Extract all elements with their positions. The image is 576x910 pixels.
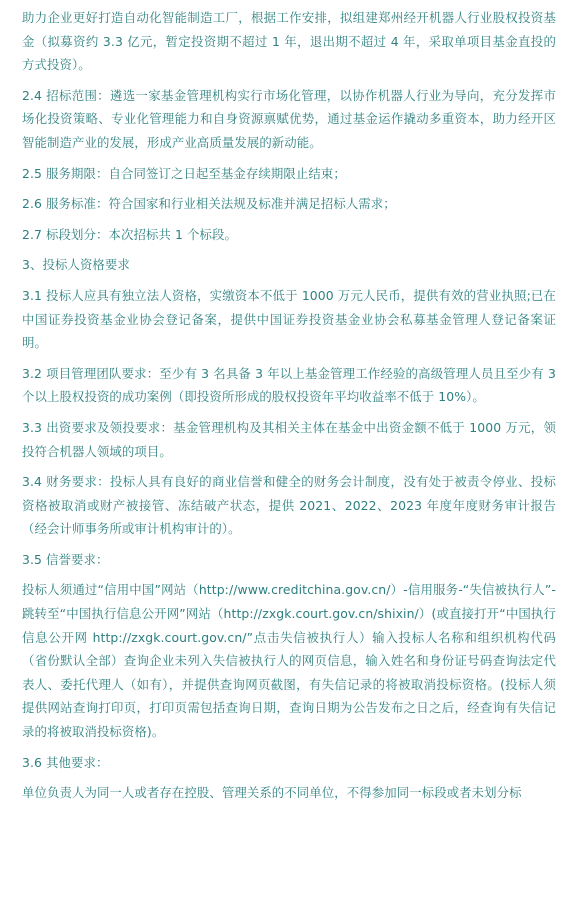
paragraph-fund-intro: 助力企业更好打造自动化智能制造工厂，根据工作安排，拟组建郑州经开机器人行业股权投资基金（拟募资约 3.3 亿元，暂定投资期不超过 1 年，退出期不超过 4 年，采取单项目基金直投的方式投资）。: [22, 10, 556, 73]
paragraph-team-requirement: 3.2 项目管理团队要求：至少有 3 名具备 3 年以上基金管理工作经验的高级管理人员且至少有 3 个以上股权投资的成功案例（即投资所形成的股权投资年平均收益率不低于 10%）。: [22, 365, 556, 405]
paragraph-bid-scope: 2.4 招标范围：遴选一家基金管理机构实行市场化管理，以协作机器人行业为导向，充分发挥市场化投资策略、专业化管理能力和自身资源禀赋优势，通过基金运作撬动多重资本，助力经开区智能制造产业的发展，形成产业高质量发展的新动能。: [22, 87, 556, 150]
subheading-other-requirements: 3.6 其他要求：: [22, 754, 109, 770]
paragraph-related-entities: 单位负责人为同一人或者存在控股、管理关系的不同单位，不得参加同一标段或者未划分标: [22, 785, 522, 801]
paragraph-lot-division: 2.7 标段划分：本次招标共 1 个标段。: [22, 226, 237, 242]
subheading-credit-requirement: 3.5 信誉要求：: [22, 551, 109, 567]
paragraph-service-period: 2.5 服务期限：自合同签订之日起至基金存续期限止结束；: [22, 165, 346, 181]
paragraph-service-standard: 2.6 服务标准：符合国家和行业相关法规及标准并满足招标人需求；: [22, 196, 396, 212]
paragraph-financial-requirement: 3.4 财务要求：投标人具有良好的商业信誉和健全的财务会计制度，没有处于被责令停业、投标资格被取消或财产被接管、冻结破产状态，提供 2021、2022、2023 年度年度财务审计报告（经会计师事务所或审计机构审计的）。: [22, 474, 556, 537]
paragraph-capital-requirement: 3.3 出资要求及领投要求：基金管理机构及其相关主体在基金中出资金额不低于 1000 万元，领投符合机器人领域的项目。: [22, 419, 556, 459]
paragraph-legal-entity: 3.1 投标人应具有独立法人资格，实缴资本不低于 1000 万元人民币，提供有效的营业执照;已在中国证券投资基金业协会登记备案，提供中国证券投资基金业协会私募基金管理人登记备案证明。: [22, 287, 556, 351]
paragraph-credit-check: 投标人须通过“信用中国”网站（http://www.creditchina.gov.cn/）-信用服务-“失信被执行人”-跳转至“中国执行信息公开网”网站（http://zxgk.court.gov.cn/shixin/）(或直接打开“中国执行信息公开网 http://zxgk.court.gov.cn/”点击失信被执行人）输入投标人名称和组织机构代码（省份默认全部）查询企业未列入失信被执行人的网页信息，输入姓名和身份证号码查询法定代表人、委托代理人（如有），并提供查询网页截图，有失信记录的将被取消投标资格。(投标人须提供网站查询打印页，打印页需包括查询日期，查询日期为公告发布之日之后，经查询有失信记录的将被取消投标资格)。: [22, 582, 556, 740]
section-heading-bidder-qualifications: 3、投标人资格要求: [22, 257, 130, 273]
